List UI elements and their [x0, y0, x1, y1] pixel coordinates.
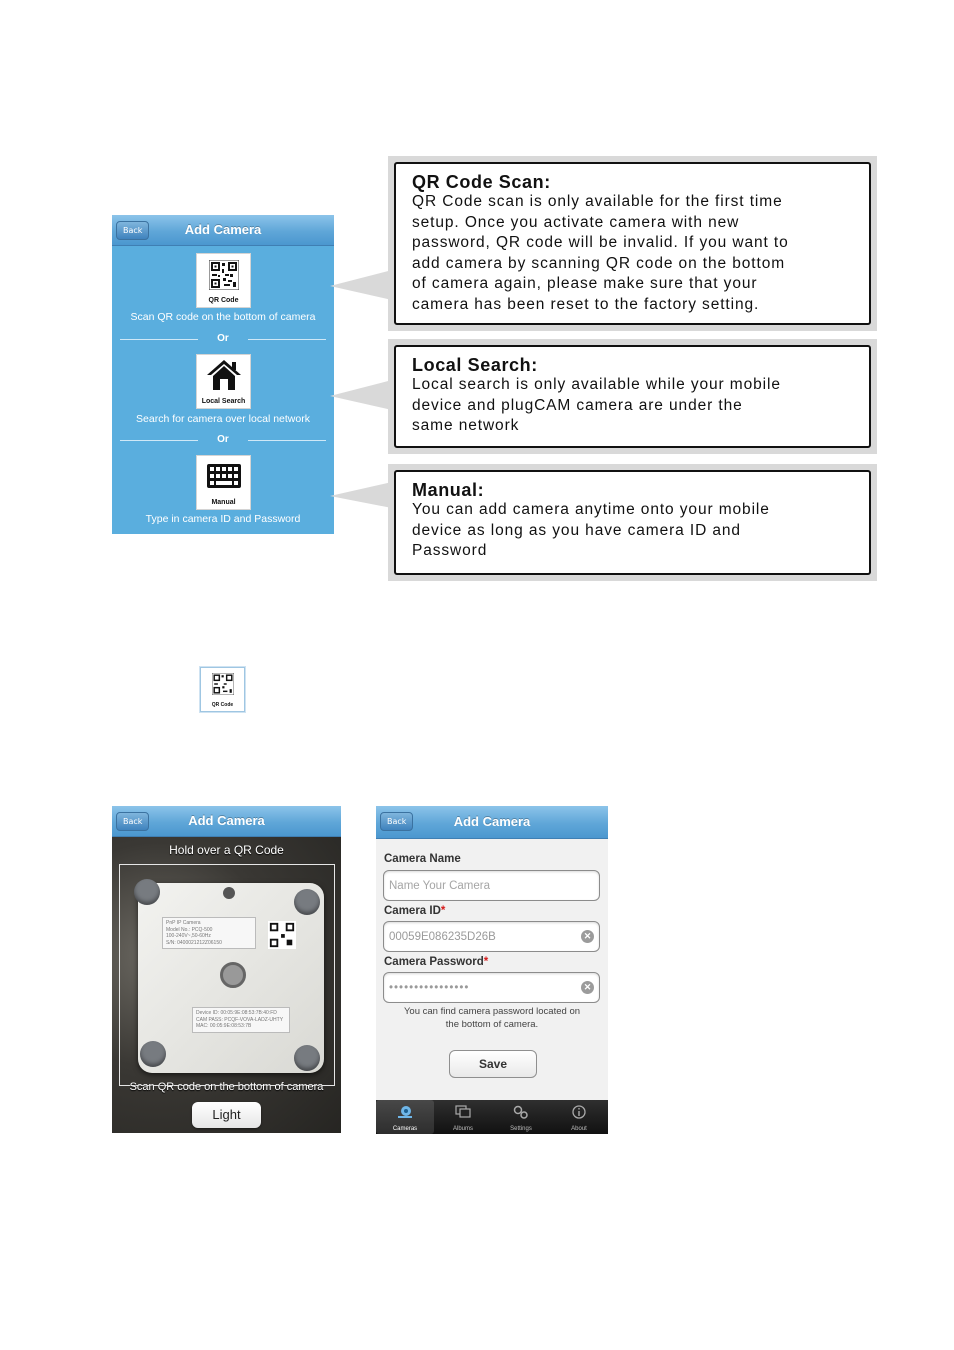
hold-over-qr-text: Hold over a QR Code	[169, 843, 284, 857]
callout-body	[412, 500, 853, 562]
callout-line: add camera by scanning QR code on the bottom	[412, 254, 786, 272]
callout-heading: Local Search:	[412, 355, 538, 375]
qr-code-icon	[209, 260, 239, 290]
callout-line: setup. Once you activate camera with new	[412, 213, 740, 231]
qr-code-button-label: QR Code	[211, 702, 234, 708]
camera-id-field[interactable]	[383, 921, 600, 952]
tab-bar	[376, 1100, 608, 1134]
nav-bar	[376, 806, 608, 839]
manual-option-caption: Type in camera ID and Password	[145, 513, 301, 525]
callout-body	[412, 375, 853, 437]
nav-bar	[112, 806, 341, 837]
callout-line: Password	[412, 542, 488, 559]
manual-callout-pointer	[330, 482, 392, 508]
nav-bar	[112, 215, 334, 246]
camera-id-label: Camera ID*	[384, 905, 446, 917]
save-button[interactable]: Save	[449, 1050, 537, 1078]
tab-settings[interactable]: Settings	[492, 1100, 550, 1134]
screen-title: Add Camera	[453, 814, 531, 829]
callout-line: of camera again, please make sure that your	[412, 275, 758, 292]
camera-password-label: Camera Password*	[384, 956, 489, 968]
callout-line: QR Code scan is only available for the first time	[412, 193, 783, 210]
back-button[interactable]: Back	[116, 221, 149, 240]
callout-line: Local search is only available while your mobile	[412, 376, 781, 393]
callout-line: You can add camera anytime onto your mobile	[412, 501, 770, 518]
house-icon	[206, 359, 242, 391]
local-search-option-caption: Search for camera over local network	[136, 413, 310, 425]
qr-code-option-button[interactable]	[196, 253, 251, 308]
device-id-sticker: Device ID: 00:05:9E:08:53:7B:40:FD CAM PASS: PCQF-VOVA-LADZ-UHTY MAC: 00:05:9E:08:53:7B	[192, 1007, 290, 1033]
camera-icon	[397, 1105, 413, 1119]
manual-option-label: Manual	[211, 499, 236, 506]
or-label: Or	[217, 333, 229, 344]
qr-code-option-label: QR Code	[208, 297, 239, 304]
tab-cameras[interactable]: Cameras	[376, 1100, 434, 1134]
screen-title: Add Camera	[184, 222, 262, 237]
screen-title: Add Camera	[188, 813, 265, 828]
qr-callout-pointer	[330, 270, 392, 300]
callout-heading: QR Code Scan:	[412, 172, 551, 192]
qr-code-option-caption: Scan QR code on the bottom of camera	[130, 311, 316, 323]
tab-about[interactable]: About	[550, 1100, 608, 1134]
qr-code-icon	[212, 673, 234, 695]
clear-icon[interactable]: ✕	[581, 930, 594, 943]
back-button[interactable]: Back	[380, 812, 413, 831]
local-search-callout	[388, 339, 877, 454]
add-camera-form-screen	[376, 806, 608, 1134]
camera-password-field[interactable]	[383, 972, 600, 1003]
local-search-option-label: Local Search	[201, 398, 246, 405]
albums-icon	[455, 1105, 471, 1119]
camera-name-field[interactable]	[383, 870, 600, 901]
light-button[interactable]: Light	[192, 1102, 261, 1128]
scan-frame	[119, 864, 335, 1086]
camera-name-label: Camera Name	[384, 853, 461, 865]
local-search-option-button[interactable]	[196, 354, 251, 409]
device-label-sticker: PnP IP Camera Model No.: PCQ-500 100-240V~,50-60Hz S/N: 0400021212Z06150	[162, 917, 256, 949]
camera-name-input[interactable]	[389, 877, 569, 894]
local-search-callout-pointer	[330, 380, 392, 410]
or-divider	[120, 333, 326, 345]
qr-code-button[interactable]	[200, 667, 245, 712]
camera-password-input[interactable]	[389, 979, 569, 996]
callout-body	[412, 192, 853, 315]
or-divider	[120, 434, 326, 446]
scan-instruction-text: Scan QR code on the bottom of camera	[129, 1081, 324, 1093]
callout-line: device as long as you have camera ID and	[412, 521, 741, 539]
qr-code-scan-callout	[388, 156, 877, 331]
clear-icon[interactable]: ✕	[581, 981, 594, 994]
password-hint: You can find camera password located on the bottom of camera.	[403, 1006, 581, 1030]
callout-line: password, QR code will be invalid. If you want to	[412, 234, 789, 251]
qr-scanner-screen	[112, 806, 341, 1133]
back-button[interactable]: Back	[116, 812, 149, 831]
manual-callout	[388, 464, 877, 581]
callout-line: device and plugCAM camera are under the	[412, 396, 743, 414]
add-camera-options-screen	[112, 215, 334, 534]
callout-line: camera has been reset to the factory setting.	[412, 295, 760, 313]
camera-id-input[interactable]	[389, 928, 569, 945]
keyboard-icon	[207, 464, 241, 488]
info-icon	[571, 1105, 587, 1119]
tab-albums[interactable]: Albums	[434, 1100, 492, 1134]
required-mark: *	[440, 905, 446, 917]
or-label: Or	[217, 434, 229, 445]
gears-icon	[513, 1105, 529, 1119]
callout-heading: Manual:	[412, 480, 485, 500]
required-mark: *	[483, 956, 489, 968]
manual-option-button[interactable]	[196, 455, 251, 510]
callout-line: same network	[412, 417, 520, 434]
